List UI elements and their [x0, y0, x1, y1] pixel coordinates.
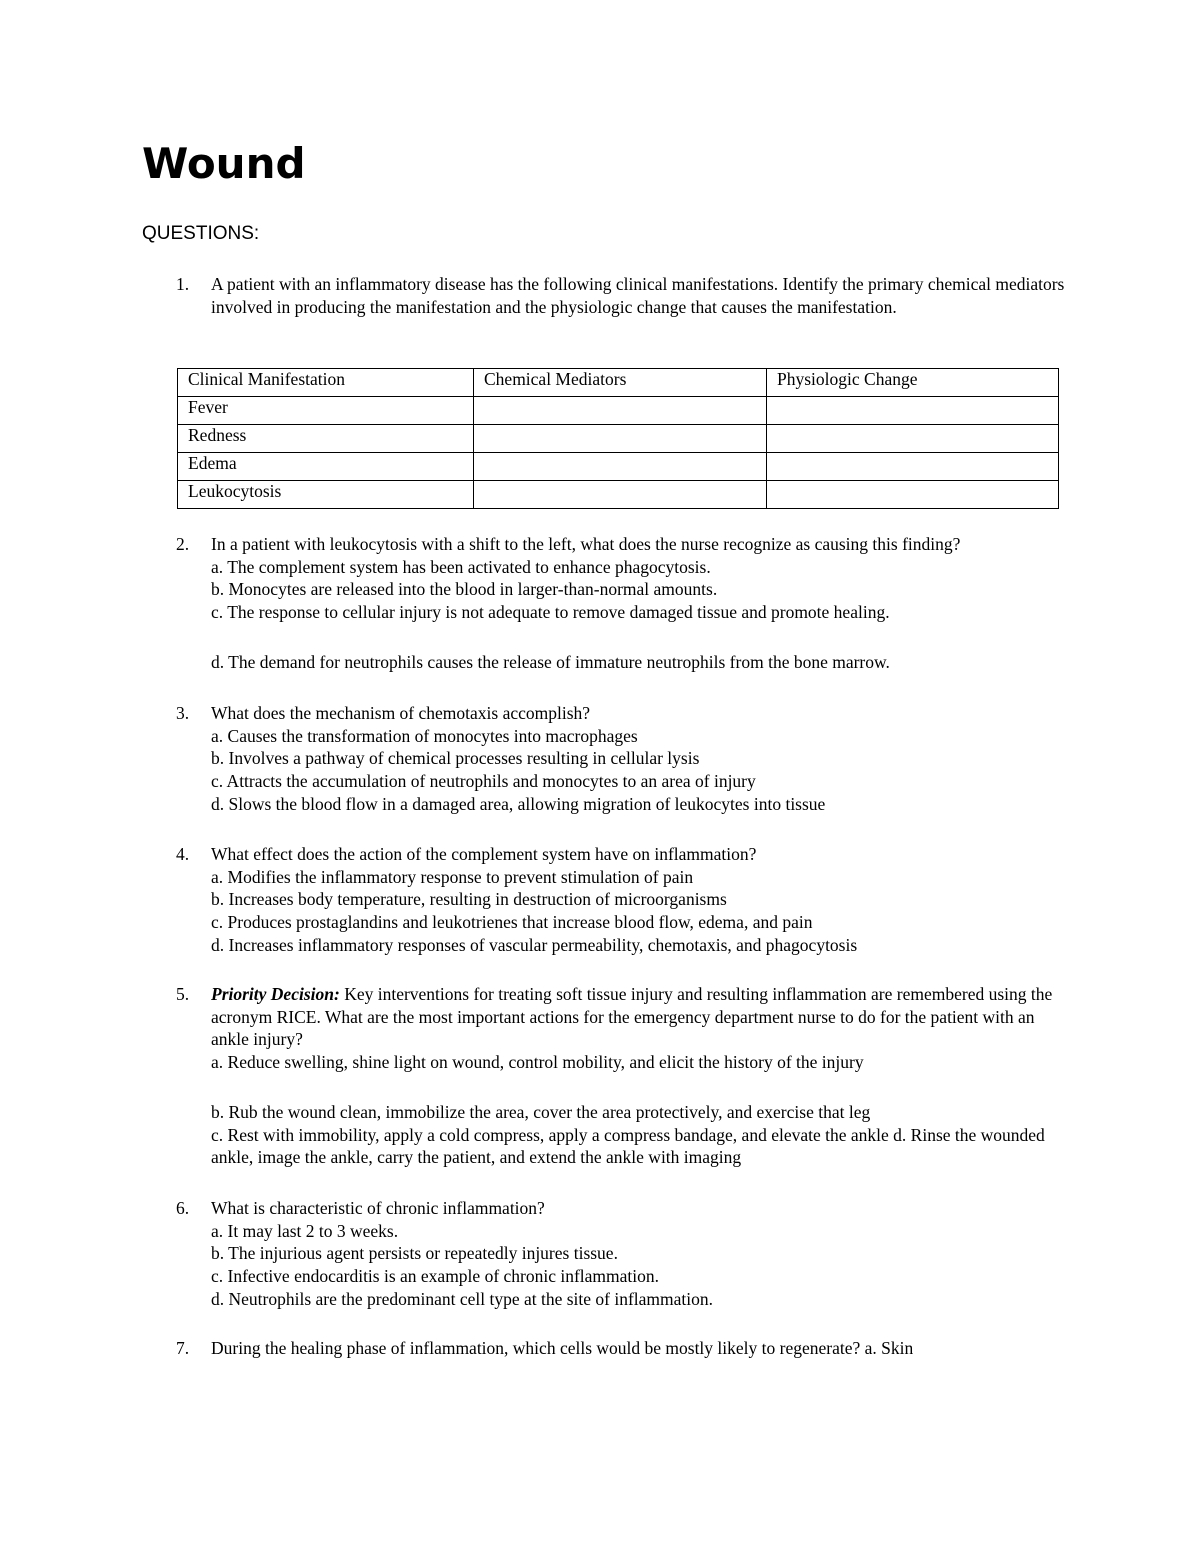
question-text: During the healing phase of inflammation, which cells would be mostly likely to regenerate? a. Skin	[211, 1338, 914, 1358]
answer-option: a. The complement system has been activated to enhance phagocytosis.	[211, 556, 711, 577]
question-number: 6.	[176, 1198, 190, 1218]
answer-option: c. Infective endocarditis is an example of chronic inflammation.	[211, 1266, 660, 1287]
question-number: 5.	[176, 984, 190, 1004]
table-cell	[767, 453, 1059, 481]
table-header-cell: Physiologic Change	[767, 369, 1059, 397]
answer-option: c. The response to cellular injury is not adequate to remove damaged tissue and promote healing.	[211, 602, 890, 623]
question-3	[176, 702, 1076, 816]
question-text: A patient with an inflammatory disease has the following clinical manifestations. Identify the primary chemical mediators involved in producing the manifestation and the physiologic change that causes the manifestation.	[211, 274, 1065, 317]
answer-option: d. The demand for neutrophils causes the release of immature neutrophils from the bone marrow.	[211, 651, 890, 672]
table-row	[178, 425, 1059, 453]
question-number: 1.	[176, 274, 190, 294]
answer-option: d. Slows the blood flow in a damaged area, allowing migration of leukocytes into tissue	[211, 793, 826, 814]
answer-option: a. Modifies the inflammatory response to prevent stimulation of pain	[211, 866, 694, 887]
question-stem: What effect does the action of the complement system have on inflammation?	[211, 844, 757, 864]
table-header-cell: Clinical Manifestation	[178, 369, 474, 397]
question-2	[176, 533, 1076, 674]
answer-option: c. Attracts the accumulation of neutrophils and monocytes to an area of injury	[211, 771, 756, 792]
question-7	[176, 1337, 1076, 1360]
table-cell: Redness	[178, 425, 474, 453]
question-6	[176, 1197, 1076, 1311]
section-heading: QUESTIONS:	[142, 223, 260, 244]
document-title: Wound	[142, 139, 306, 188]
answer-option: b. Rub the wound clean, immobilize the area, cover the area protectively, and exercise that leg	[211, 1101, 871, 1122]
table-cell	[474, 425, 767, 453]
table-cell: Fever	[178, 397, 474, 425]
question-stem: In a patient with leukocytosis with a shift to the left, what does the nurse recognize as causing this finding?	[211, 534, 961, 554]
question-stem: What does the mechanism of chemotaxis accomplish?	[211, 703, 591, 723]
answer-option: d. Neutrophils are the predominant cell type at the site of inflammation.	[211, 1288, 714, 1309]
question-number: 2.	[176, 534, 190, 554]
answer-option: c. Rest with immobility, apply a cold compress, apply a compress bandage, and elevate the ankle	[211, 1124, 889, 1145]
answer-option: b. Involves a pathway of chemical processes resulting in cellular lysis	[211, 748, 700, 769]
answer-option: a. It may last 2 to 3 weeks.	[211, 1220, 399, 1241]
question-stem-text: Key interventions for treating soft tissue injury and resulting inflammation are remembered using the acronym RICE. What are the most important actions for the emergency department nurse to do for the patient with an ankle injury?	[211, 984, 1053, 1050]
question-4	[176, 843, 1076, 957]
question-stem: What is characteristic of chronic inflammation?	[211, 1198, 545, 1218]
answer-option: a. Causes the transformation of monocytes into macrophages	[211, 725, 638, 746]
question-5	[176, 983, 1076, 1169]
question-number: 7.	[176, 1338, 190, 1358]
answer-option: b. Monocytes are released into the blood in larger-than-normal amounts.	[211, 579, 718, 600]
manifestation-table	[177, 368, 1059, 509]
answer-option: d. Rinse the wounded ankle, image the ankle, carry the patient, and extend the ankle with imaging	[211, 1124, 1045, 1168]
answer-option: d. Increases inflammatory responses of vascular permeability, chemotaxis, and phagocytosis	[211, 934, 858, 955]
table-row	[178, 481, 1059, 509]
table-header-cell: Chemical Mediators	[474, 369, 767, 397]
answer-option: c. Produces prostaglandins and leukotrienes that increase blood flow, edema, and pain	[211, 912, 813, 933]
table-cell	[474, 397, 767, 425]
table-cell	[767, 481, 1059, 509]
question-number: 4.	[176, 844, 190, 864]
table-row	[178, 453, 1059, 481]
table-cell: Edema	[178, 453, 474, 481]
priority-label: Priority Decision:	[211, 984, 340, 1004]
answer-option: a. Reduce swelling, shine light on wound, control mobility, and elicit the history of the injury	[211, 1052, 864, 1073]
question-number: 3.	[176, 703, 190, 723]
answer-option: b. The injurious agent persists or repeatedly injures tissue.	[211, 1243, 618, 1264]
table-header-row	[178, 369, 1059, 397]
table-row	[178, 397, 1059, 425]
question-1	[176, 273, 1076, 318]
table-cell	[474, 453, 767, 481]
table-cell	[767, 397, 1059, 425]
answer-option-group	[211, 1124, 1076, 1169]
table-cell	[474, 481, 767, 509]
table-cell	[767, 425, 1059, 453]
question-stem	[211, 983, 1076, 1051]
answer-option: b. Increases body temperature, resulting in destruction of microorganisms	[211, 889, 727, 910]
table-cell: Leukocytosis	[178, 481, 474, 509]
